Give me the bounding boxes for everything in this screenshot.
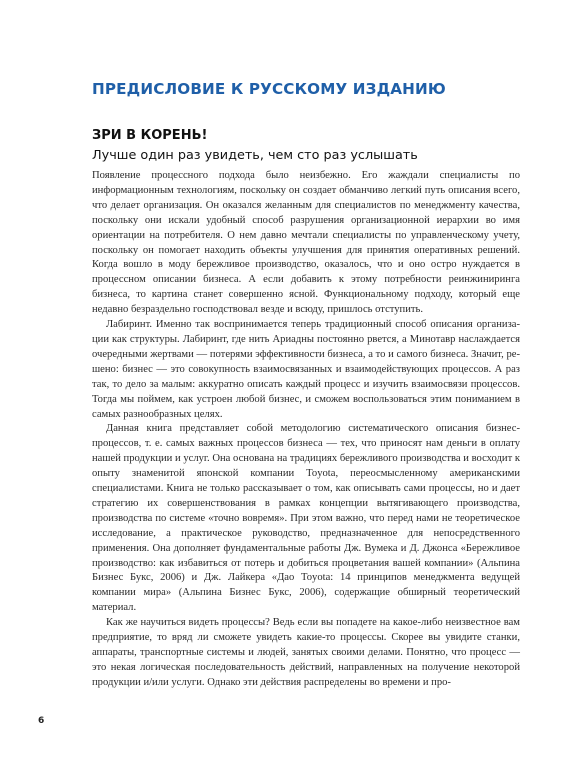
page-number: 6 bbox=[38, 716, 45, 726]
paragraph-1: Появление процессного подхода было неизбежно. Его жаждали специалисты по информационным технологиям, поскольку он создает обманчиво легкий путь описания всего, что делает организация. Он оказался желанным для специалистов по менеджменту качества, поскольку они искали удобный способ разрушения организационной иерархии во имя ориентации на потребителя. О нем давно мечтали специалисты по управленческому учету, поскольку он помогает находить объекты улучшения для принятия оперативных решений. Когда вошло в моду бережливое производство, оказалось, что и оно остро нуждается в процессном описании бизнеса. А если добавить к этому потребности реинжиниринга бизнеса, то картина станет совершенно ясной. Функциональному подходу, который еще недавно безраздельно господствовал везде и всюду, пришлось отступить. bbox=[92, 170, 520, 316]
section-subtitle: Лучше один раз увидеть, чем сто раз услышать bbox=[92, 148, 418, 163]
paragraph-3: Данная книга представляет собой методологию систематического описания бизнес-процессов, т. е. самых важных процессов бизнеса — тех, что приносят нам деньги в оплату нашей продукции и услуг. Она основана на традициях бережливого производства и восходит к опыту знаменитой японской компании Toyota, переосмысленному американскими специалистами. Книга не только рассказывает о том, как описывать сами процессы, но и дает стратегию их совершенствования в рамках концепции вытягивающего производства, производства по системе «точно вовремя». При этом важно, что перед нами не теоретическое исследование, а практическое руководство, предназначенное для непосредственного применения. Она дополняет фундаментальные работы Дж. Вумека и Д. Джонса «Бережливое производство: как избавиться от потерь и добиться процветания вашей компании» (Альпина Бизнес Букс, 2006) и Дж. Лайкера «Дао Toyota: 14 принципов менеджмента ведущей компании мира» (Альпина Бизнес Букс, 2006), содержащие обширный теоретический материал. bbox=[92, 423, 521, 614]
chapter-title: ПРЕДИСЛОВИЕ К РУССКОМУ ИЗДАНИЮ bbox=[92, 80, 446, 98]
paragraph-4: Как же научиться видеть процессы? Ведь если вы попадете на какое-либо неизвестное вам предприятие, то вряд ли сможете увидеть какие-то процессы. Скорее вы увидите станки, аппараты, транспортные системы и людей, занятых своими делами. Понятно, что процесс — это некая логическая последовательность действий, направленных на получение некоторой продукции и/или услуги. Однако эти действия распределены во времени и про- bbox=[92, 617, 520, 688]
section-title: ЗРИ В КОРЕНЬ! bbox=[92, 128, 208, 143]
body-text bbox=[92, 169, 520, 691]
paragraph-2: Лабиринт. Именно так воспринимается теперь традиционный способ описания организации как структуры. Лабиринт, где нить Ариадны постоянно рвется, а Минотавр наслаждается очередными жертвами — потерями эффективности бизнеса, а то и самого бизнеса. Значит, решено: бизнес — это совокупность взаимосвязанных и взаимодействующих процессов. А раз так, то дело за малым: аккуратно описать каждый процесс и изучить взаимосвязи процессов. Тогда мы поймем, как устроен любой бизнес, и сможем воспользоваться этим пониманием в самых разнообразных целях. bbox=[92, 319, 520, 420]
